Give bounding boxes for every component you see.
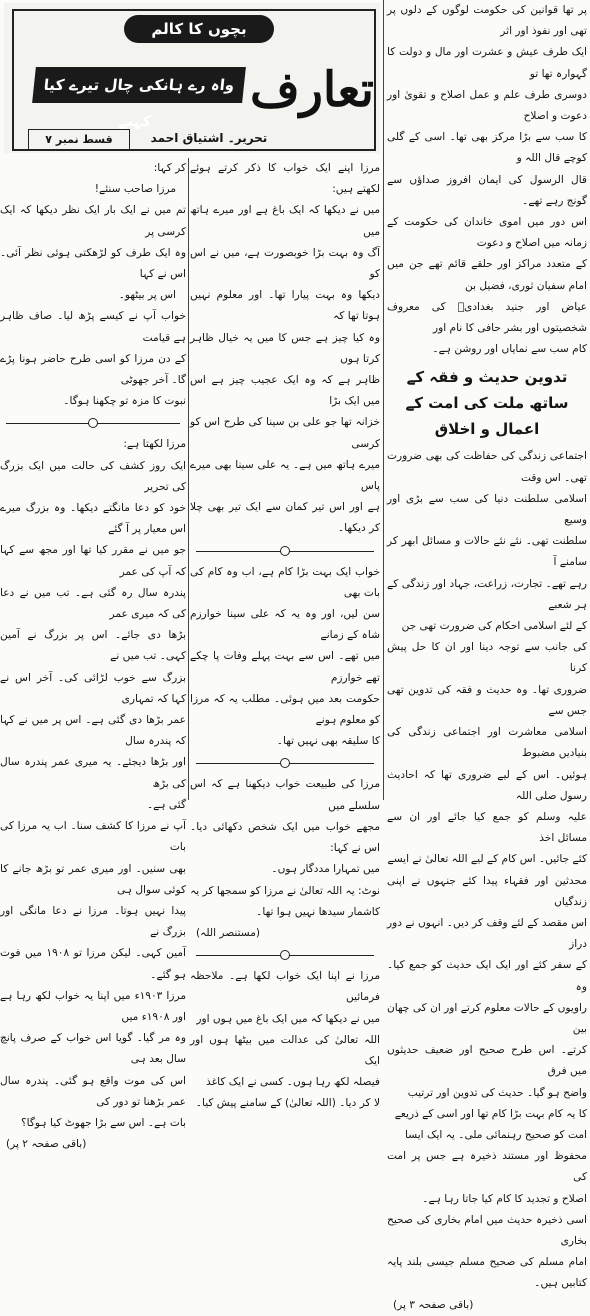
text-line: راویوں کے حالات معلوم کرتے اور ان کی چھان بین xyxy=(387,1001,587,1035)
text-line: پر تھا قوانین کی حکومت لوگوں کے دلوں پر تھی اور نفوذ اور اثر xyxy=(387,4,587,38)
paragraph xyxy=(190,562,380,753)
body-paragraph xyxy=(387,446,587,1294)
text-line: میں نے دیکھا کہ میں ایک باغ میں ہوں اور xyxy=(196,1012,380,1025)
text-line: کئے جائیں۔ اس کام کے لیے اللہ تعالیٰ نے ایسے xyxy=(387,853,587,866)
text-line: دوسری طرف علم و عمل اصلاح و تقویٰ اور دعوت و اصلاح xyxy=(387,88,587,123)
text-line: اس پر بیٹھو۔ xyxy=(118,289,176,302)
text-line: خزانہ تھا جو علی بن سینا کی طرح اس کو کرسی xyxy=(190,416,380,450)
text-line: حکومت بعد میں ہوئی۔ مطلب یہ کہ مرزا کو معلوم ہونے xyxy=(190,692,380,727)
text-line: ضروری تھا۔ وہ حدیث و فقہ کی تدوین تھی جس سے xyxy=(387,683,587,717)
text-line: خود کو دعا مانگتے دیکھا۔ وہ بزرگ میرے اس معیار پر آ گئے xyxy=(0,502,186,536)
text-line: آمین کہی۔ لیکن مرزا تو ۱۹۰۸ میں فوت ہو گئے۔ xyxy=(0,947,187,981)
text-line: مرزا اپنے ایک خواب کا ذکر کرتے ہوئے لکھتے ہیں: xyxy=(190,162,380,196)
text-line: ظاہر ہے کہ وہ ایک عجیب چیز ہے اس میں ایک بڑا xyxy=(190,374,380,408)
text-line: کے لئے اسلامی احکام کی ضرورت تھی جن xyxy=(401,620,587,633)
text-line: میں تھے۔ اس سے بہت پہلے وفات پا چکے تھے خوارزم xyxy=(190,650,380,684)
text-line: مجھے خواب میں ایک شخص دکھائی دیا۔ اس نے کہا: xyxy=(190,820,380,855)
middle-column xyxy=(190,158,380,1110)
text-line: آپ نے مرزا کا کشف سنا۔ اب یہ مرزا کی بات xyxy=(0,820,186,854)
text-line: کے سفر کئے اور ایک ایک حدیث کو جمع کیا۔ وہ xyxy=(387,959,587,993)
text-line: خواب آپ نے کیسے پڑھ لیا۔ صاف ظاہر ہے قیامت xyxy=(0,310,186,344)
text-line: محفوظ اور مستند ذخیرہ ہے جس پر امت کی xyxy=(387,1150,587,1184)
text-line: اس دور میں اموی خاندان کی حکومت کے زمانہ میں اصلاح و دعوت xyxy=(387,216,587,250)
paragraph xyxy=(190,966,380,1114)
text-line: مرزا کی طبیعت خواب دیکھنا ہے کہ اس سلسلے میں xyxy=(190,778,380,812)
text-line: اس کی موت واقع ہو گئی۔ پندرہ سال عمر بڑھنا تو دور کی xyxy=(0,1074,186,1108)
text-line: اللہ تعالیٰ کی عدالت میں بیٹھا ہوں اور ایک xyxy=(190,1033,380,1067)
text-line: اصلاح و تجدید کا کام کیا جاتا رہا ہے۔ xyxy=(422,1192,587,1205)
text-line: بھی سنیں۔ اور میری عمر تو بڑھ جانے کا کوئی سوال ہی xyxy=(0,862,186,896)
section-divider xyxy=(190,544,380,558)
text-line: بزرگ سے خوب لڑائی کی۔ آخر اس نے کہا کہ تمہاری xyxy=(0,671,186,705)
text-line: ہے اور اس تیر کمان سے ایک تیر بھی چلا کر دیکھا۔ xyxy=(190,501,380,535)
text-line: کے متعدد مراکز اور حلقے قائم تھے جن میں امام سفیان ثوری، فضیل بن xyxy=(387,258,587,292)
continued-note: (باقی صفحہ ۳ پر) xyxy=(393,1298,474,1311)
text-line: لا کر دیا۔ (اللہ تعالیٰ) کے سامنے پیش کیا۔ xyxy=(195,1097,380,1110)
column-divider xyxy=(188,158,189,800)
text-line: اجتماعی زندگی کی حفاظت کی بھی ضرورت تھی۔ اس وقت xyxy=(387,450,587,484)
text-line: تم میں نے ایک بار ایک نظر دیکھا کہ ایک کرسی پر xyxy=(0,204,186,238)
text-line: بڑھا دی جائے۔ اس پر بزرگ نے آمین کہی۔ تب میں نے xyxy=(0,629,186,663)
text-line: مرزا صاحب سنئے! xyxy=(94,183,176,196)
text-line: (مستنصر اللہ) xyxy=(196,926,261,939)
text-line: اور بڑھا دیجئے۔ یہ میری عمر پندرہ سال کی بڑھ xyxy=(0,756,186,790)
section-divider xyxy=(0,416,186,430)
text-line: اس مقصد کے لئے وقف کر دیں۔ انہوں نے دور دراز xyxy=(387,916,587,951)
text-line: آگ وہ بہت بڑا خوبصورت ہے، میں نے اس کو xyxy=(190,246,380,281)
column-subtitle: واہ رے ہانکی چال تیرے کیا کہنے xyxy=(32,67,246,103)
text-line: کا سلیقہ بھی نہیں تھا۔ xyxy=(276,735,380,748)
text-line: اسلامی سلطنت دنیا کی سب سے بڑی اور وسیع xyxy=(387,492,587,527)
text-line: وہ کیا چیز ہے جس کا میں یہ خیال ظاہر کرتا ہوں xyxy=(190,331,380,365)
masthead xyxy=(4,3,380,153)
text-line: پیدا نہیں ہوتا۔ مرزا نے دعا مانگی اور بزرگ نے xyxy=(0,904,186,939)
text-line: کی جانب سے توجہ دینا اور ان کا حل پیش کرنا xyxy=(387,641,587,675)
text-line: ایک روز کشف کی حالت میں ایک بزرگ کی تحریر xyxy=(0,459,186,493)
text-line: ایک طرف عیش و عشرت اور مال و دولت کا گہوارہ تھا تو xyxy=(387,46,587,80)
text-line: بات ہے۔ اس سے بڑا جھوٹ کیا ہوگا؟ xyxy=(21,1116,186,1129)
text-line: علیہ وسلم کو جمع کیا جائے اور ان سے مسائل اخذ xyxy=(387,810,587,845)
text-line: محدثین اور فقہاء پیدا کئے جنہوں نے اپنی زندگیاں xyxy=(387,874,587,908)
text-line: مرزا ۱۹۰۳ء میں اپنا یہ خواب لکھ رہا ہے اور ۱۹۰۸ء میں xyxy=(0,989,186,1023)
text-line: واضح ہو گیا۔ حدیث کی تدوین اور ترتیب xyxy=(407,1086,587,1099)
text-line: پندرہ سال رہ گئی ہے۔ تب میں نے دعا کی کہ میری عمر xyxy=(0,586,186,621)
episode-number: قسط نمبر ۷ xyxy=(28,129,130,151)
text-line: سلطنت تھی۔ نئے نئے حالات و مسائل ابھر کر سامنے آ xyxy=(387,535,587,569)
section-heading: تدوین حدیث و فقہ کے ساتھ ملت کی امت کے اعمال و اخلاق xyxy=(405,368,569,439)
text-line: میں نے دیکھا کہ ایک باغ ہے اور میرے ہاتھ میں xyxy=(190,204,380,238)
text-line: رہے تھے۔ تجارت، زراعت، جہاد اور زندگی کے ہر شعبے xyxy=(387,577,587,611)
text-line: ہوئیں۔ اس کے لیے ضروری تھا کہ احادیث رسول صلی اللہ xyxy=(387,768,587,802)
text-line: امت کو صحیح رہنمائی ملی۔ یہ ایک ایسا xyxy=(405,1128,587,1141)
left-column xyxy=(0,158,187,1151)
text-line: کا یہ کام بہت بڑا کام تھا اور اسی کے ذریعے xyxy=(394,1107,587,1120)
note-paragraph xyxy=(190,881,380,945)
continued-note: (باقی صفحہ ۲ پر) xyxy=(6,1138,87,1151)
text-line: خواب ایک بہت بڑا کام ہے، اب وہ کام کی بات بھی xyxy=(190,565,380,599)
text-line: وہ مر گیا۔ گویا اس خواب کے صرف پانچ سال بعد ہی xyxy=(0,1032,186,1066)
text-line: عیاض اور جنید بغدادیؒ کی معروف شخصیتوں اور بشر حافی کا نام اور xyxy=(387,300,587,335)
paragraph xyxy=(0,986,186,1134)
right-column xyxy=(387,0,587,1311)
paragraph xyxy=(0,158,186,412)
paragraph xyxy=(0,456,186,816)
text-line: جو میں نے مقرر کیا تھا اور مجھ سے کہا کہ آپ کی عمر xyxy=(0,544,186,578)
text-line: میرے ہاتھ میں ہے۔ یہ علی سینا بھی میرے پاس xyxy=(190,458,380,493)
text-line: کرتے۔ اس طرح صحیح اور ضعیف حدیثوں میں فرق xyxy=(387,1044,587,1078)
paragraph-label: مرزا لکھتا ہے: xyxy=(123,438,186,451)
text-line: کا سب سے بڑا مرکز بھی تھا۔ اسی کے گلی کوچے قال اللہ و xyxy=(387,131,587,165)
text-line: قال الرسول کی ایمان افروز صداؤں سے گونج رہے تھے۔ xyxy=(387,173,587,207)
text-line: امام مسلم کی صحیح مسلم جیسی بلند پایہ کتابیں ہیں۔ xyxy=(387,1256,587,1290)
text-line: کر کہا: xyxy=(153,162,186,174)
text-line: اسی ذخیرہ حدیث میں امام بخاری کی صحیح بخاری xyxy=(387,1213,587,1247)
section-divider xyxy=(190,756,380,770)
section-divider xyxy=(190,948,380,962)
text-line: وہ ایک طرف کو لڑھکتی ہوئی نظر آئی۔ اس نے کہا xyxy=(0,246,186,281)
text-line: کام سب سے نمایاں اور روشن ہے۔ xyxy=(432,343,587,356)
text-line: اسلامی معاشرت اور اجتماعی زندگی کی بنیادیں مضبوط xyxy=(387,726,587,760)
text-line: نوٹ: یہ اللہ تعالیٰ نے مرزا کو سمجھا کر یہ xyxy=(190,884,380,897)
text-line: سن لیں، اور وہ یہ کہ علی سینا خوارزم شاہ کے زمانے xyxy=(190,608,380,642)
text-line: میں تمہارا مددگار ہوں۔ xyxy=(271,863,380,876)
paragraph xyxy=(190,774,380,880)
text-line: فیصلہ لکھ رہا ہوں۔ کسی نے ایک کاغذ xyxy=(206,1076,380,1089)
paragraph xyxy=(0,816,186,986)
text-line: کے دن مرزا کو اسی طرح حاضر ہونا پڑے گا۔ آخر جھوٹی xyxy=(0,352,186,387)
text-line: کاشمار سیدھا نہیں ہوا تھا۔ xyxy=(256,905,380,918)
intro-paragraph xyxy=(387,0,587,360)
author-byline: تحریر۔ اشتیاق احمد xyxy=(150,131,268,145)
text-line: دیکھا وہ بہت پیارا تھا۔ اور معلوم نہیں ہوتا تھا کہ xyxy=(190,289,380,323)
text-line: عمر بڑھا دی گئی ہے۔ اس پر میں نے کہا کہ پندرہ سال xyxy=(0,714,186,748)
text-line: نبوت کا مزہ تو چکھنا ہوگا۔ xyxy=(63,395,186,408)
column-tag: بچوں کا کالم xyxy=(124,15,274,43)
paragraph xyxy=(190,158,380,540)
text-line: گئی ہے۔ xyxy=(146,798,186,811)
text-line: مرزا نے اپنا ایک خواب لکھا ہے۔ ملاحظہ فرمائیں xyxy=(190,970,380,1004)
column-title: تعارف xyxy=(249,62,375,118)
masthead-frame xyxy=(12,9,376,151)
column-divider xyxy=(383,0,384,800)
